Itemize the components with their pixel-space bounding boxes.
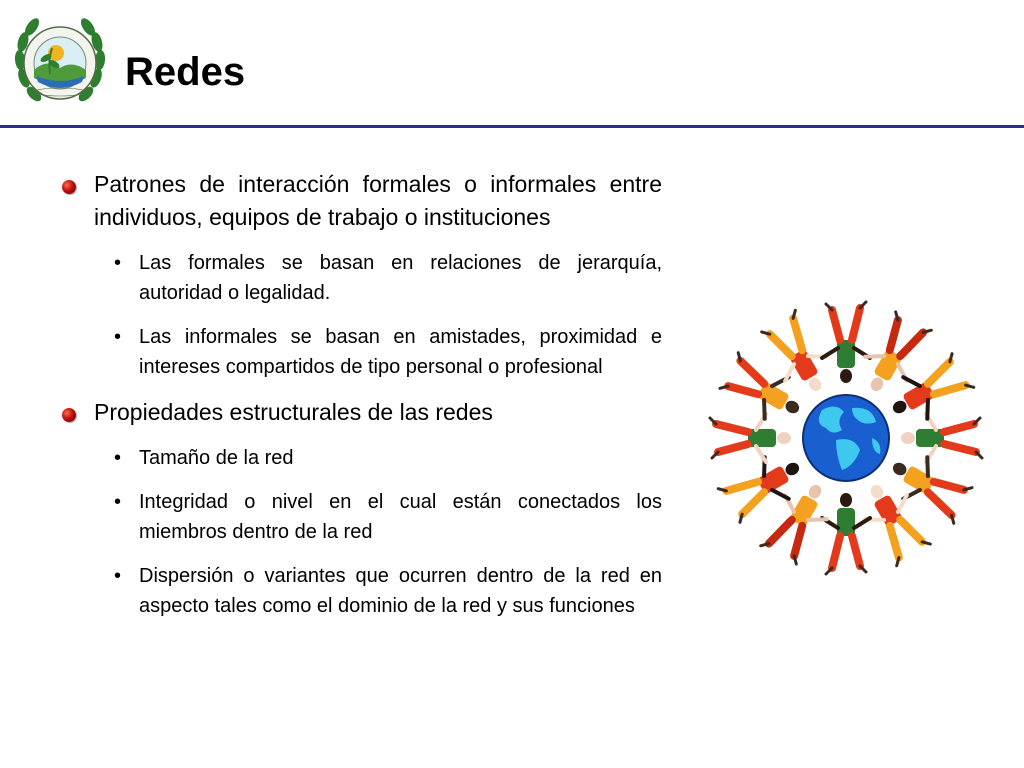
bullet-text: Patrones de interacción formales o informales entre individuos, equipos de trabajo o instituciones (94, 171, 662, 230)
page-title: Redes (125, 50, 246, 94)
dot-bullet-icon: • (114, 326, 122, 348)
globe-icon (803, 395, 889, 481)
dot-bullet-icon: • (114, 491, 122, 513)
dot-bullet-icon: • (114, 565, 122, 587)
sub-bullet-item (60, 322, 662, 382)
bullet-item (60, 168, 662, 234)
red-bullet-icon (62, 408, 76, 422)
person-figure (822, 493, 870, 574)
sub-bullet-item (60, 561, 662, 621)
person-figure (710, 414, 791, 462)
sub-bullet-text: Las formales se basan en relaciones de jerarquía, autoridad o legalidad. (139, 252, 662, 304)
sub-bullet-item (60, 248, 662, 308)
sub-bullet-text: Integridad o nivel en el cual están conectados los miembros dentro de la red (139, 491, 662, 543)
sub-bullet-text: Dispersión o variantes que ocurren dentro de la red en aspecto tales como el dominio de la red y sus funciones (139, 565, 662, 617)
person-figure (822, 302, 870, 383)
dot-bullet-icon: • (114, 252, 122, 274)
people-around-globe-illustration (686, 280, 1006, 600)
bullet-text: Propiedades estructurales de las redes (94, 399, 493, 425)
sub-bullet-text: Tamaño de la red (139, 447, 294, 469)
bullet-item (60, 396, 662, 429)
bullet-list (60, 168, 662, 635)
sub-bullet-item (60, 443, 662, 473)
dot-bullet-icon: • (114, 447, 122, 469)
title-divider (0, 125, 1024, 128)
sub-bullet-text: Las informales se basan en amistades, proximidad e intereses compartidos de tipo personal o profesional (139, 326, 662, 378)
person-figure (901, 414, 982, 462)
red-bullet-icon (62, 180, 76, 194)
sub-bullet-item (60, 487, 662, 547)
university-logo (12, 8, 108, 120)
